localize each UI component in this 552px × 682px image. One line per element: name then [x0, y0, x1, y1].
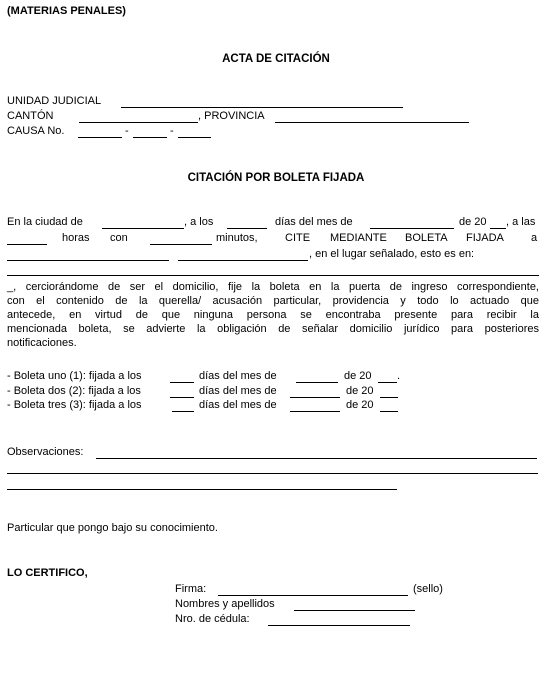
- boleta-1-anio-blank[interactable]: [378, 382, 397, 383]
- observaciones-label: Observaciones:: [7, 446, 84, 458]
- boleta-3-dia-blank[interactable]: [172, 411, 194, 412]
- boleta-1-mes-label: días del mes de: [199, 370, 277, 382]
- body-l2-horas: horas: [62, 232, 90, 244]
- paragraph-line: _, cerciorándome de ser el domicilio, fije la boleta en la puerta de ingreso correspondiente,: [7, 281, 539, 293]
- certify-heading: LO CERTIFICO,: [7, 567, 88, 579]
- unidad-label: UNIDAD JUDICIAL: [7, 95, 102, 107]
- anio-blank[interactable]: [490, 228, 506, 229]
- cedula-blank[interactable]: [268, 625, 410, 626]
- boleta-2-mes-blank[interactable]: [290, 397, 340, 398]
- citado-blank-2[interactable]: [178, 260, 308, 261]
- provincia-blank[interactable]: [275, 122, 469, 123]
- canton-label: CANTÓN: [7, 110, 54, 122]
- boleta-1-label: - Boleta uno (1): fijada a los: [7, 370, 142, 382]
- body-l2-fijada: FIJADA: [466, 232, 504, 244]
- boleta-3-label: - Boleta tres (3): fijada a los: [7, 399, 142, 411]
- body-l1-c: días del mes de: [275, 216, 353, 228]
- paragraph-line: mencionada boleta, se advierte la obligación de señalar domicilio jurídico para posteriores: [7, 323, 539, 335]
- observaciones-line-3[interactable]: [7, 489, 397, 490]
- body-l2-mediante: MEDIANTE: [330, 232, 387, 244]
- paragraph-line: con el contenido de la querella/ acusación particular, providencia y todo lo actuado que: [7, 295, 539, 307]
- causa-blank-2[interactable]: [133, 137, 167, 138]
- observaciones-line-2[interactable]: [7, 473, 538, 474]
- causa-blank-3[interactable]: [178, 137, 211, 138]
- nombres-blank[interactable]: [294, 610, 415, 611]
- body-l2-cite: CITE: [285, 232, 311, 244]
- category-heading: (MATERIAS PENALES): [7, 5, 126, 17]
- boleta-1-period: .: [397, 370, 401, 382]
- causa-label: CAUSA No.: [7, 125, 65, 137]
- boleta-2-label: - Boleta dos (2): fijada a los: [7, 385, 141, 397]
- provincia-label: , PROVINCIA: [198, 110, 265, 122]
- paragraph-line: antecede, en virtud de que ninguna persona se encontraba presente para recibir la: [7, 309, 539, 321]
- boleta-3-anio-blank[interactable]: [380, 411, 398, 412]
- boleta-2-anio-label: de 20: [346, 385, 374, 397]
- mes-blank[interactable]: [370, 228, 454, 229]
- body-l2-a: a: [531, 232, 538, 244]
- body-l2-boleta: BOLETA: [405, 232, 448, 244]
- boleta-2-anio-blank[interactable]: [380, 397, 398, 398]
- firma-blank[interactable]: [218, 595, 408, 596]
- boleta-2-mes-label: días del mes de: [199, 385, 277, 397]
- observaciones-line-1[interactable]: [96, 458, 537, 459]
- body-l1-b: , a los: [184, 216, 214, 228]
- unidad-blank[interactable]: [121, 107, 403, 108]
- cedula-label: Nro. de cédula:: [175, 613, 250, 625]
- causa-dash-2: -: [170, 125, 174, 137]
- boleta-1-dia-blank[interactable]: [170, 382, 194, 383]
- body-l3: , en el lugar señalado, esto es en:: [309, 248, 475, 260]
- causa-blank-1[interactable]: [78, 137, 122, 138]
- causa-dash-1: -: [125, 125, 129, 137]
- ciudad-blank[interactable]: [102, 228, 184, 229]
- body-l1-a: En la ciudad de: [7, 216, 83, 228]
- body-l1-d: de 20: [459, 216, 487, 228]
- minutos-blank[interactable]: [150, 244, 212, 245]
- canton-blank[interactable]: [79, 122, 198, 123]
- boleta-3-mes-label: días del mes de: [199, 399, 277, 411]
- citado-blank[interactable]: [7, 260, 169, 261]
- boleta-1-anio-label: de 20: [344, 370, 372, 382]
- body-l2-minutos: minutos,: [216, 232, 258, 244]
- horas-blank[interactable]: [7, 244, 47, 245]
- domicilio-blank[interactable]: [7, 275, 539, 276]
- body-l1-e: , a las: [506, 216, 536, 228]
- boleta-3-anio-label: de 20: [346, 399, 374, 411]
- document-title: ACTA DE CITACIÓN: [222, 53, 330, 65]
- sello-label: (sello): [413, 583, 443, 595]
- dia-blank[interactable]: [227, 228, 267, 229]
- body-l2-con: con: [110, 232, 128, 244]
- boleta-3-mes-blank[interactable]: [290, 411, 340, 412]
- closing-text: Particular que pongo bajo su conocimiento.: [7, 522, 218, 534]
- nombres-label: Nombres y apellidos: [175, 598, 275, 610]
- section-subtitle: CITACIÓN POR BOLETA FIJADA: [187, 172, 365, 184]
- boleta-1-mes-blank[interactable]: [296, 382, 338, 383]
- boleta-2-dia-blank[interactable]: [170, 397, 194, 398]
- firma-label: Firma:: [175, 583, 207, 595]
- body-paragraph: [7, 280, 539, 350]
- paragraph-line: notificaciones.: [7, 337, 77, 349]
